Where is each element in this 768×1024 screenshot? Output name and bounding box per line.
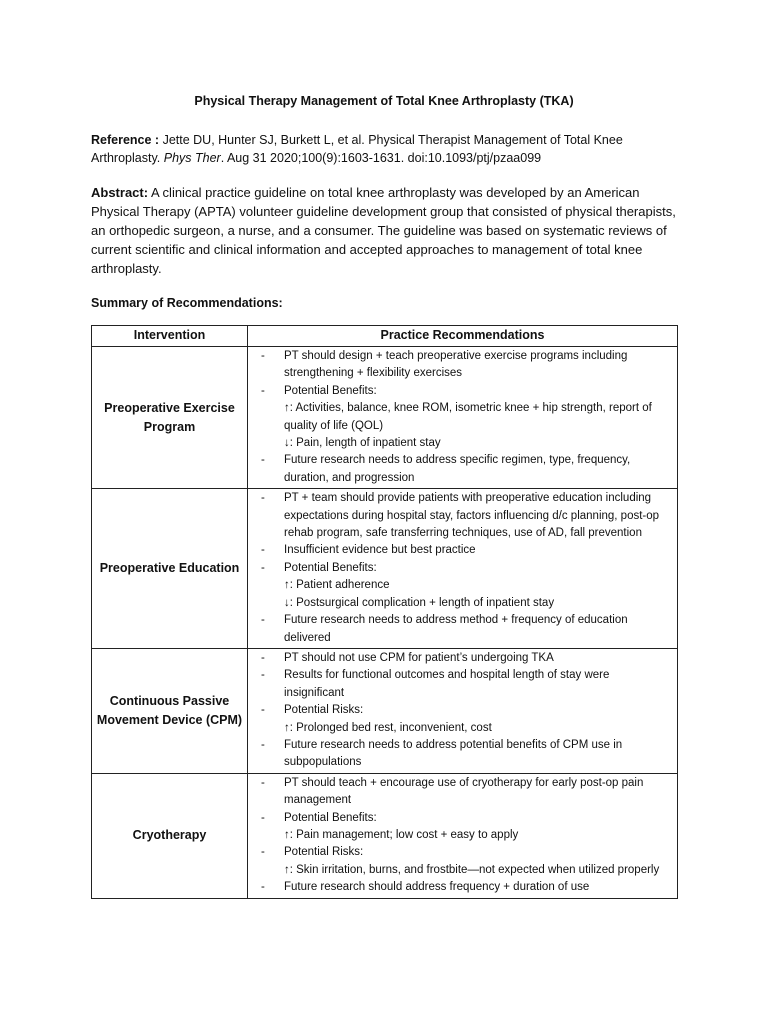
reference-paragraph [91, 131, 681, 167]
list-item-text: Results for functional outcomes and hospital length of stay were insignificant [284, 669, 610, 699]
dash-bullet: - [261, 669, 265, 682]
document-title: Physical Therapy Management of Total Knee Arthroplasty (TKA) [194, 94, 574, 108]
list-item [248, 560, 671, 577]
recommendations-table [91, 325, 678, 899]
sub-item-text: : Patient adherence [289, 579, 390, 592]
list-item [248, 667, 671, 702]
header-recommendations: Practice Recommendations [248, 326, 678, 347]
header-intervention: Intervention [92, 326, 248, 347]
abstract-text: A clinical practice guideline on total knee arthroplasty was developed by an American Physical Therapy (APTA) volunteer guideline development group that consisted of physical therapists, an orthopedic surgeon, a nurse, and a consumer. The guideline was based on systematic reviews of current scientific and clinical information and accepted approaches to management of total knee arthroplasty. [91, 185, 676, 276]
sub-item-text: : Pain, length of inpatient stay [289, 437, 441, 450]
list-item [248, 383, 671, 400]
list-item [248, 612, 671, 647]
recommendation-list [248, 649, 677, 773]
table-row [92, 773, 678, 898]
dash-bullet: - [261, 454, 265, 467]
reference-journal: Phys Ther [163, 151, 221, 165]
list-item-text: Potential Risks: [284, 846, 364, 859]
table-header-row [92, 326, 678, 347]
list-item-text: Future research needs to address method + frequency of education delivered [284, 614, 628, 644]
recommendations-cell [248, 648, 678, 773]
list-item-text: PT + team should provide patients with preoperative education including expectations during hospital stay, factors influencing d/c planning, post-op rehab program, safe transferring techniques, use of AD, fall prevention [284, 492, 660, 540]
abstract-paragraph [91, 183, 681, 278]
sub-item-text: : Skin irritation, burns, and frostbite—not expected when utilized properly [289, 863, 660, 876]
arrow-up-icon: ↑ [284, 402, 290, 415]
abstract-label: Abstract: [91, 185, 149, 200]
list-item-text: Potential Benefits: [284, 561, 377, 574]
reference-label: Reference : [91, 133, 160, 147]
dash-bullet: - [261, 651, 265, 664]
sub-item [248, 720, 671, 737]
dash-bullet: - [261, 614, 265, 627]
arrow-up-icon: ↑ [284, 721, 290, 734]
list-item [248, 542, 671, 559]
arrow-up-icon: ↑ [284, 863, 290, 876]
list-item [248, 348, 671, 383]
list-item-text: Potential Benefits: [284, 384, 377, 397]
reference-authors: Jette DU, Hunter SJ, Burkett L, et al. Physical Therapist Management of Total Knee Arthroplasty. [91, 133, 623, 165]
list-item [248, 490, 671, 542]
sub-item [248, 400, 671, 435]
arrow-down-icon: ↓ [284, 437, 290, 450]
dash-bullet: - [261, 881, 265, 894]
summary-heading: Summary of Recommendations: [91, 296, 283, 310]
dash-bullet: - [261, 776, 265, 789]
dash-bullet: - [261, 811, 265, 824]
sub-item-text: : Pain management; low cost + easy to apply [289, 828, 519, 841]
arrow-down-icon: ↓ [284, 596, 290, 609]
list-item-text: PT should design + teach preoperative exercise programs including strengthening + flexibility exercises [284, 350, 628, 380]
dash-bullet: - [261, 544, 265, 557]
table-row [92, 489, 678, 649]
intervention-cell: Cryotherapy [92, 773, 248, 898]
sub-item [248, 827, 671, 844]
arrow-up-icon: ↑ [284, 579, 290, 592]
list-item [248, 737, 671, 772]
table-row [92, 347, 678, 489]
dash-bullet: - [261, 492, 265, 505]
table-row [92, 648, 678, 773]
sub-item [248, 595, 671, 612]
dash-bullet: - [261, 384, 265, 397]
intervention-cell: Continuous Passive Movement Device (CPM) [92, 648, 248, 773]
sub-item-text: : Prolonged bed rest, inconvenient, cost [289, 721, 492, 734]
recommendations-cell [248, 347, 678, 489]
dash-bullet: - [261, 561, 265, 574]
list-item [248, 775, 671, 810]
sub-item [248, 435, 671, 452]
dash-bullet: - [261, 704, 265, 717]
list-item-text: PT should teach + encourage use of cryotherapy for early post-op pain management [284, 776, 644, 807]
list-item [248, 650, 671, 667]
dash-bullet: - [261, 350, 265, 362]
recommendation-list [248, 489, 677, 648]
list-item-text: Future research should address frequency + duration of use [284, 881, 590, 894]
list-item-text: Insufficient evidence but best practice [284, 544, 476, 557]
sub-item [248, 577, 671, 594]
sub-item-text: : Activities, balance, knee ROM, isometric knee + hip strength, report of quality of life (QOL) [284, 402, 652, 432]
recommendations-cell [248, 773, 678, 898]
recommendation-list [248, 774, 677, 898]
recommendation-list [248, 347, 677, 488]
list-item [248, 879, 671, 896]
reference-citation: . Aug 31 2020;100(9):1603-1631. doi:10.1093/ptj/pzaa099 [220, 151, 542, 165]
list-item [248, 452, 671, 487]
arrow-up-icon: ↑ [284, 828, 290, 841]
table-body [92, 347, 678, 899]
list-item [248, 702, 671, 719]
list-item-text: Future research needs to address potential benefits of CPM use in subpopulations [284, 738, 623, 769]
list-item-text: Potential Benefits: [284, 811, 377, 824]
list-item-text: Potential Risks: [284, 704, 364, 717]
list-item [248, 844, 671, 861]
list-item-text: PT should not use CPM for patient’s undergoing TKA [284, 651, 554, 664]
dash-bullet: - [261, 846, 265, 859]
intervention-cell: Preoperative Education [92, 489, 248, 649]
intervention-cell: Preoperative Exercise Program [92, 347, 248, 489]
sub-item-text: : Postsurgical complication + length of inpatient stay [289, 596, 555, 609]
recommendations-cell [248, 489, 678, 649]
dash-bullet: - [261, 738, 265, 751]
list-item [248, 810, 671, 827]
sub-item [248, 862, 671, 879]
list-item-text: Future research needs to address specific regimen, type, frequency, duration, and progression [284, 454, 631, 484]
